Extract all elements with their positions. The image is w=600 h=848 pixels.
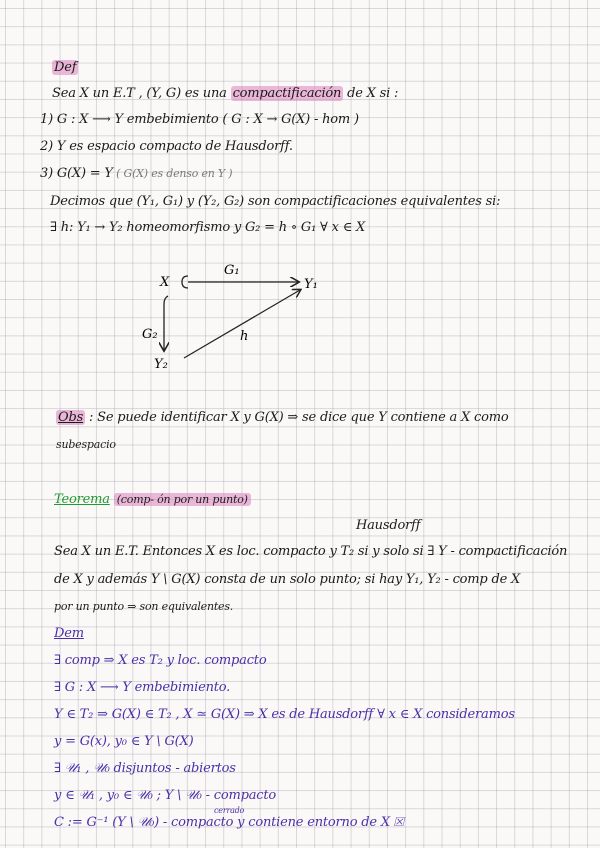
- diagram-h-label: h: [240, 329, 249, 344]
- definition-line-1-pre: Sea X un E.T , (Y, G) es una: [52, 86, 231, 101]
- obs-line: [56, 410, 508, 425]
- theorem-title: (comp- ón por un punto): [114, 493, 251, 506]
- definition-item-3-note: ( G(X) es denso en Y ): [112, 167, 233, 180]
- definition-item-2: 2) Y es espacio compacto de Hausdorff.: [40, 139, 293, 154]
- diagram-x: X: [160, 275, 170, 290]
- equivalence-line: Decimos que (Y₁, G₁) y (Y₂, G₂) son compactificaciones equivalentes si:: [50, 194, 501, 209]
- definition-item-1: 1) G : X ⟶ Y embebimiento ( G : X → G(X) - hom ): [40, 112, 359, 127]
- proof-line-3: Y ∈ T₂ ⇒ G(X) ∈ T₂ , X ≃ G(X) ⇒ X es de Hausdorff ∀ x ∈ X consideramos: [54, 707, 515, 722]
- obs-line-2: subespacio: [56, 438, 116, 451]
- def-label: Def: [54, 60, 77, 75]
- theorem-heading: [54, 492, 251, 507]
- theorem-line-2: de X y además Y \ G(X) consta de un solo punto; si hay Y₁, Y₂ - comp de X: [54, 572, 521, 587]
- def-heading: [52, 60, 78, 75]
- proof-line-1: ∃ comp ⇒ X es T₂ y loc. compacto: [54, 653, 267, 668]
- diagram-left-label: G₂: [142, 327, 158, 342]
- embedding-arrow: [182, 276, 298, 288]
- hausdorff-note: Hausdorff: [356, 518, 421, 533]
- proof-label: Dem: [54, 626, 84, 641]
- left-arrow: [164, 296, 168, 350]
- obs-text: : Se puede identificar X y G(X) ⇒ se dice que Y contiene a X como: [85, 410, 509, 425]
- definition-line-1-post: de X si :: [343, 86, 399, 101]
- definition-item-3: [40, 166, 232, 181]
- h-arrow: [184, 290, 300, 358]
- theorem-line-1: Sea X un E.T. Entonces X es loc. compacto y T₂ si y solo si ∃ Y - compactificación: [54, 544, 568, 559]
- diagram-top-label: G₁: [224, 263, 240, 278]
- theorem-line-3: por un punto ⇒ son equivalentes.: [54, 600, 234, 613]
- exists-line: ∃ h: Y₁ → Y₂ homeomorfismo y G₂ = h ∘ G₁ ∀ x ∈ X: [50, 220, 366, 235]
- proof-line-7: C := G⁻¹ (Y \ 𝒰₀) - compacto y contiene entorno de X ☒: [54, 815, 404, 830]
- proof-line-6: y ∈ 𝒰₁ , y₀ ∈ 𝒰₀ ; Y \ 𝒰₀ - compacto: [54, 788, 276, 803]
- diagram-y2: Y₂: [154, 357, 168, 372]
- compactification-term: compactificación: [232, 86, 342, 101]
- proof-line-6-note: cerrado: [214, 806, 245, 815]
- theorem-label: Teorema: [54, 492, 110, 507]
- proof-line-2: ∃ G : X ⟶ Y embebimiento.: [54, 680, 231, 695]
- definition-line-1: [52, 86, 398, 101]
- commutative-diagram: [130, 258, 340, 378]
- diagram-y1: Y₁: [304, 277, 318, 292]
- proof-line-4: y = G(x), y₀ ∈ Y \ G(X): [54, 734, 194, 749]
- definition-item-3-main: 3) G(X) = Y: [40, 166, 113, 181]
- proof-line-5: ∃ 𝒰₁ , 𝒰₀ disjuntos - abiertos: [54, 761, 236, 776]
- obs-label: Obs: [58, 410, 84, 425]
